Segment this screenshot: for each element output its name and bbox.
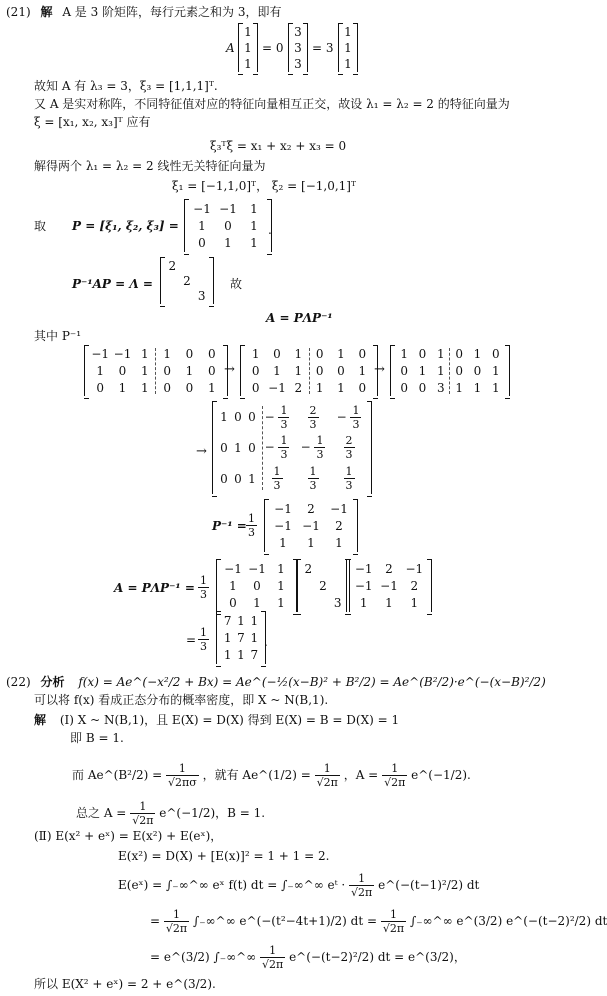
- matrix-cell: 1: [492, 363, 500, 378]
- matrix-cell: −1: [224, 561, 242, 576]
- matrix-cell: 0: [185, 347, 194, 362]
- diagonal-entry: 3: [333, 596, 342, 611]
- text-line: 所以 E(X² + eˣ) = 2 + e^(3/2).: [34, 977, 216, 991]
- matrix-cell: 2: [335, 518, 343, 533]
- matrix-cell: 1: [96, 363, 104, 378]
- diagonal-entry: 2: [304, 561, 313, 576]
- matrix-cell: 0: [273, 347, 281, 362]
- text-line: ξ = [x₁, x₂, x₃]ᵀ 应有: [34, 115, 151, 129]
- matrix-cell: 0: [253, 578, 261, 593]
- matrix-cell: 1: [337, 380, 345, 395]
- fraction: $\frac{1}{3}$: [200, 574, 207, 601]
- matrix-cell: $\frac{1}{3}$: [345, 465, 353, 493]
- equation-line: [150, 944, 466, 971]
- matrix-cell: 1: [118, 380, 127, 395]
- matrix-P: [216, 560, 298, 612]
- matrix-cell: 1: [244, 41, 252, 55]
- matrix-cell: 0: [198, 236, 206, 251]
- diagonal-entry: 3: [197, 289, 206, 304]
- text-line: 故: [230, 277, 243, 291]
- matrix-cell: 0: [251, 380, 260, 395]
- equation-line: [118, 872, 479, 899]
- equation-line: [76, 800, 265, 827]
- matrix-cell: −1: [113, 347, 132, 362]
- fraction: [349, 872, 374, 899]
- matrix-cell: 1: [250, 218, 258, 233]
- text-line: 解得两个 λ₁ = λ₂ = 2 线性无关特征向量为: [34, 159, 266, 173]
- matrix-cell: 1: [250, 236, 258, 251]
- equals-sign: =: [186, 633, 197, 647]
- numerator: 1: [349, 872, 374, 886]
- augment-divider: [155, 348, 156, 394]
- arrow-icon: →: [224, 362, 235, 377]
- vector-threes: [288, 24, 308, 72]
- text-part: ，A =: [343, 768, 379, 782]
- matrix-cell: 2: [410, 578, 419, 593]
- matrix-cell: 1: [455, 380, 463, 395]
- matrix-cell: 0: [492, 347, 500, 362]
- matrix-cell: 0: [234, 410, 242, 425]
- augmented-matrix: [84, 346, 228, 396]
- matrix-cell: 3: [294, 41, 302, 55]
- numerator: 1: [315, 762, 340, 776]
- equation: ξ₃ᵀξ = x₁ + x₂ + x₃ = 0: [210, 139, 347, 153]
- matrix-cell: $\frac{2}{3}$: [309, 403, 317, 431]
- matrix-cell: $\frac{2}{3}$: [345, 434, 353, 462]
- text-part: ，就有 Ae^(1/2) =: [202, 768, 311, 782]
- matrix-cell: 1: [437, 347, 445, 362]
- text-line: 其中 P⁻¹: [34, 329, 82, 343]
- problem-22-header: [6, 674, 546, 690]
- matrix-cell: 1: [400, 347, 408, 362]
- matrix-cell: 7: [223, 613, 232, 628]
- fraction: [315, 762, 340, 789]
- augmented-matrix: [390, 346, 510, 396]
- matrix-cell: −1: [268, 380, 286, 395]
- diagonal-matrix: [160, 258, 214, 304]
- matrix-cell: 1: [250, 201, 258, 216]
- matrix-cell: 1: [198, 218, 206, 233]
- matrix-cell: 1: [250, 613, 259, 628]
- matrix-cell: 0: [220, 440, 228, 455]
- denominator: √2π: [351, 886, 373, 899]
- matrix-cell: 1: [473, 347, 482, 362]
- matrix-cell: 0: [315, 363, 324, 378]
- denominator: √2πσ: [168, 776, 197, 789]
- matrix-cell: 1: [359, 596, 368, 611]
- matrix-cell: 1: [244, 25, 252, 39]
- matrix-cell: 0: [248, 410, 256, 425]
- matrix-cell: 0: [224, 218, 232, 233]
- matrix-cell: − $\frac{1}{3}$: [264, 434, 288, 462]
- equation: ξ₁ = [−1,1,0]ᵀ， ξ₂ = [−1,0,1]ᵀ: [172, 179, 357, 193]
- equation: P⁻¹ =: [212, 519, 247, 533]
- matrix-cell: 0: [455, 347, 463, 362]
- arrow-icon: →: [196, 444, 207, 459]
- matrix-cell: 0: [400, 363, 408, 378]
- matrix-cell: 1: [335, 536, 343, 551]
- equation-line: [150, 908, 607, 935]
- denominator: √2π: [382, 922, 405, 935]
- period: .: [268, 223, 272, 237]
- text-line: [34, 712, 399, 728]
- diagonal-matrix: [296, 560, 350, 612]
- matrix-cell: −1: [330, 501, 348, 516]
- matrix-cell: 0: [208, 347, 216, 362]
- equals-zero: = 0: [262, 41, 284, 55]
- fraction: [381, 908, 406, 935]
- text-line: (Ⅰ) X ~ N(B,1)，且 E(X) = D(X) 得到 E(X) = B = D(X) = 1: [59, 713, 400, 727]
- matrix-cell: 1: [418, 363, 427, 378]
- matrix-cell: 1: [244, 57, 252, 71]
- matrix-cell: − $\frac{1}{3}$: [336, 403, 360, 431]
- vector-ones: [338, 24, 358, 72]
- equals-three: = 3: [312, 41, 334, 55]
- text-part: 总之 A =: [76, 806, 127, 820]
- matrix-cell: 0: [229, 596, 237, 611]
- text-part: e^(−(t−1)²/2) dt: [378, 878, 480, 892]
- matrix-cell: $\frac{1}{3}$: [309, 465, 317, 493]
- denominator: √2π: [384, 776, 406, 789]
- text-part: E(eˣ) = ∫₋∞^∞ eˣ f(t) dt = ∫₋∞^∞ eᵗ ·: [118, 878, 346, 892]
- matrix-cell: −1: [405, 561, 424, 576]
- numerator: 1: [164, 908, 189, 922]
- matrix-cell: 0: [234, 471, 242, 486]
- fraction: [260, 944, 285, 971]
- matrix-P-inverse: [346, 560, 432, 612]
- matrix-cell: −1: [302, 518, 320, 533]
- text-part: e^(−1/2)，B = 1.: [159, 806, 266, 820]
- matrix-cell: 1: [437, 363, 445, 378]
- matrix-cell: 1: [273, 363, 281, 378]
- text-part: =: [150, 914, 161, 928]
- equation: P = [ξ₁, ξ₂, ξ₃] =: [72, 219, 179, 233]
- matrix-cell: 0: [358, 347, 367, 362]
- text-line: A 是 3 阶矩阵，每行元素之和为 3，即有: [62, 5, 282, 19]
- matrix-cell: 1: [248, 471, 256, 486]
- matrix-cell: 1: [251, 347, 260, 362]
- equation: P⁻¹AP = Λ =: [72, 277, 153, 291]
- text-part: ∫₋∞^∞ e^(3/2) e^(−(t−2)²/2) dt: [409, 914, 607, 928]
- fraction: [130, 800, 155, 827]
- matrix-cell: 0: [473, 363, 482, 378]
- problem-number: (22): [6, 675, 31, 689]
- text-line: (Ⅱ) E(x² + eˣ) = E(x²) + E(eˣ)，: [34, 829, 223, 843]
- text-part: 而 Ae^(B²/2) =: [72, 768, 163, 782]
- numerator: 1: [260, 944, 285, 958]
- problem-number: (21): [6, 5, 31, 19]
- text-line: 可以将 f(x) 看成正态分布的概率密度，即 X ~ N(B,1).: [34, 693, 329, 707]
- matrix-cell: 1: [185, 363, 194, 378]
- equation-line: [72, 762, 471, 789]
- matrix-cell: 1: [473, 380, 482, 395]
- matrix-cell: 1: [224, 236, 232, 251]
- numerator: 1: [166, 762, 199, 776]
- matrix-cell: 1: [223, 648, 232, 663]
- matrix-cell: 0: [163, 380, 171, 395]
- matrix-cell: 1: [294, 347, 303, 362]
- matrix-cell: 1: [344, 57, 352, 71]
- matrix-cell: 1: [237, 613, 245, 628]
- fraction: [166, 762, 199, 789]
- matrix-cell: −1: [354, 561, 373, 576]
- solution-label: 解: [34, 713, 47, 727]
- matrix-cell: −1: [248, 561, 266, 576]
- numerator: 1: [382, 762, 407, 776]
- matrix-cell: 3: [294, 25, 302, 39]
- matrix-cell: 0: [315, 347, 324, 362]
- matrix-cell: 0: [455, 363, 463, 378]
- fraction: [382, 762, 407, 789]
- matrix-cell: 7: [237, 630, 245, 645]
- text-part: e^(−1/2).: [411, 768, 471, 782]
- text-line: 即 B = 1.: [70, 731, 124, 745]
- matrix-cell: 1: [277, 596, 285, 611]
- arrow-icon: →: [374, 362, 385, 377]
- vector-ones: [238, 24, 258, 72]
- matrix-cell: 1: [163, 347, 171, 362]
- matrix-cell: 7: [250, 648, 259, 663]
- matrix-cell: 1: [492, 380, 500, 395]
- matrix-cell: 0: [358, 380, 367, 395]
- matrix-cell: 2: [385, 561, 393, 576]
- matrix-cell: 0: [208, 363, 216, 378]
- matrix-cell: 0: [248, 440, 256, 455]
- matrix-cell: 1: [208, 380, 216, 395]
- matrix-cell: −1: [274, 518, 292, 533]
- diagonal-entry: 2: [319, 578, 327, 593]
- matrix-cell: − $\frac{1}{3}$: [264, 403, 288, 431]
- matrix-cell: 1: [358, 363, 367, 378]
- matrix-cell: −1: [219, 201, 237, 216]
- matrix-cell: 0: [185, 380, 194, 395]
- solution-label: 解: [40, 5, 53, 19]
- matrix-cell: 1: [220, 410, 228, 425]
- diagonal-entry: 2: [168, 258, 177, 273]
- matrix-cell: 1: [344, 41, 352, 55]
- matrix-cell: 1: [141, 347, 149, 362]
- fraction: [164, 908, 189, 935]
- diagonal-entry: 2: [183, 273, 191, 288]
- denominator: √2π: [132, 814, 154, 827]
- matrix-P: [184, 200, 272, 252]
- text-part: = e^(3/2) ∫₋∞^∞: [150, 950, 257, 964]
- matrix-cell: 1: [141, 380, 149, 395]
- matrix-cell: 2: [307, 501, 315, 516]
- augmented-matrix: [212, 402, 372, 494]
- matrix-cell: 3: [294, 57, 302, 71]
- matrix-cell: 0: [118, 363, 127, 378]
- text-line: 故知 A 有 λ₃ = 3，ξ₃ = [1,1,1]ᵀ.: [34, 79, 218, 93]
- denominator: √2π: [316, 776, 338, 789]
- matrix-cell: 0: [418, 380, 427, 395]
- denominator: √2π: [165, 922, 188, 935]
- numerator: 1: [130, 800, 155, 814]
- matrix-cell: 1: [410, 596, 419, 611]
- matrix-cell: 0: [418, 347, 427, 362]
- matrix-cell: 3: [437, 380, 445, 395]
- matrix-cell: 1: [294, 363, 303, 378]
- matrix-cell: 2: [294, 380, 303, 395]
- matrix-cell: 1: [385, 596, 393, 611]
- matrix-cell: 1: [250, 630, 259, 645]
- fraction: $\frac{1}{3}$: [200, 626, 207, 653]
- matrix-cell: 1: [279, 536, 287, 551]
- matrix-cell: −1: [274, 501, 292, 516]
- augment-divider: [309, 348, 310, 394]
- equation: f(x) = Ae^(−x²/2 + Bx) = Ae^(−½(x−B)² + B²/2) = Ae^(B²/2)·e^(−(x−B)²/2): [78, 675, 546, 689]
- matrix-P-inverse: [264, 500, 358, 552]
- denominator: √2π: [261, 958, 284, 971]
- fraction: $\frac{1}{3}$: [248, 512, 255, 539]
- matrix-cell: 0: [251, 363, 260, 378]
- result-matrix: [216, 612, 266, 664]
- period: .: [264, 635, 268, 649]
- matrix-cell: 1: [141, 363, 149, 378]
- matrix-cell: 1: [277, 578, 285, 593]
- matrix-cell: −1: [380, 578, 398, 593]
- equation: E(x²) = D(X) + [E(x)]² = 1 + 1 = 2.: [118, 849, 330, 863]
- equation: A = PΛP⁻¹ =: [114, 581, 195, 595]
- matrix-cell: 0: [96, 380, 104, 395]
- matrix-cell: 0: [400, 380, 408, 395]
- text-line: 又 A 是实对称阵，不同特征值对应的特征向量相互正交，故设 λ₁ = λ₂ = 2 的特征向量为: [34, 97, 510, 111]
- matrix-cell: 1: [229, 578, 237, 593]
- matrix-cell: 1: [223, 630, 232, 645]
- matrix-cell: 1: [307, 536, 315, 551]
- text-line: 取: [34, 219, 47, 233]
- matrix-cell: −1: [354, 578, 373, 593]
- matrix-cell: 1: [253, 596, 261, 611]
- matrix-cell: 0: [163, 363, 171, 378]
- matrix-cell: $\frac{1}{3}$: [273, 465, 281, 493]
- matrix-cell: 1: [344, 25, 352, 39]
- matrix-cell: 1: [237, 648, 245, 663]
- matrix-cell: 1: [234, 440, 242, 455]
- matrix-cell: 1: [337, 347, 345, 362]
- matrix-cell: 0: [220, 471, 228, 486]
- text-part: e^(−(t−2)²/2) dt = e^(3/2)，: [289, 950, 466, 964]
- matrix-symbol: A: [226, 41, 235, 55]
- matrix-cell: −1: [193, 201, 211, 216]
- matrix-cell: − $\frac{1}{3}$: [300, 434, 324, 462]
- text-part: ∫₋∞^∞ e^(−(t²−4t+1)/2) dt =: [192, 914, 378, 928]
- matrix-cell: −1: [91, 347, 110, 362]
- analysis-label: 分析: [40, 675, 65, 689]
- matrix-cell: 1: [277, 561, 285, 576]
- problem-21-header: [6, 4, 282, 20]
- numerator: 1: [381, 908, 406, 922]
- matrix-cell: 1: [315, 380, 324, 395]
- augment-divider: [262, 406, 263, 490]
- augment-divider: [449, 348, 450, 394]
- equation: A = PΛP⁻¹: [266, 311, 333, 325]
- matrix-cell: 0: [337, 363, 345, 378]
